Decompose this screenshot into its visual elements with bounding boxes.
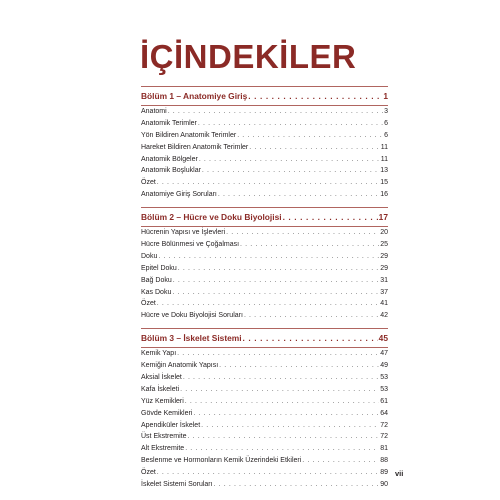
toc-entry-label: Kas Doku <box>141 288 172 296</box>
toc-entry-label: Apendiküler İskelet <box>141 421 201 429</box>
toc-section <box>141 328 388 491</box>
toc-entry[interactable] <box>141 118 388 130</box>
dot-leader <box>244 310 379 322</box>
dot-leader <box>185 396 379 408</box>
chapter-heading[interactable] <box>141 210 388 225</box>
toc-entry-label: Kemik Yapı <box>141 350 177 358</box>
toc-entry[interactable] <box>141 263 388 275</box>
toc-entry-label: Hareket Bildiren Anatomik Terimler <box>141 143 249 151</box>
toc-entry[interactable] <box>141 479 388 491</box>
dot-leader <box>199 154 380 166</box>
toc-entry-page: 29 <box>380 264 388 272</box>
toc-entry-label: Yön Bildiren Anatomik Terimler <box>141 131 237 139</box>
section-divider <box>141 328 388 329</box>
dot-leader <box>219 360 379 372</box>
toc-entry-label: Özet <box>141 300 156 308</box>
toc-entry-page: 20 <box>380 229 388 237</box>
toc-entry[interactable] <box>141 431 388 443</box>
toc-entry-page: 31 <box>380 276 388 284</box>
dot-leader <box>201 420 379 432</box>
toc-entry[interactable] <box>141 275 388 287</box>
toc-entry[interactable] <box>141 372 388 384</box>
toc-entry-label: Hücre ve Doku Biyolojisi Soruları <box>141 312 243 320</box>
dot-leader <box>157 177 379 189</box>
toc-entry-label: Anatomik Terimler <box>141 119 197 127</box>
section-divider <box>141 86 388 87</box>
dot-leader <box>188 431 380 443</box>
toc-entry-page: 90 <box>380 481 388 489</box>
dot-leader <box>172 287 379 299</box>
dot-leader <box>185 443 379 455</box>
toc-entry-page: 6 <box>384 131 388 139</box>
toc-entry-label: Kemiğin Anatomik Yapısı <box>141 362 219 370</box>
dot-leader <box>193 408 379 420</box>
toc-entry[interactable] <box>141 239 388 251</box>
toc-entry-label: Özet <box>141 469 156 477</box>
toc-entry[interactable] <box>141 189 388 201</box>
toc-entry-page: 11 <box>380 143 388 151</box>
toc-entry-page: 72 <box>380 421 388 429</box>
toc-entry-page: 3 <box>384 108 388 115</box>
toc-entry-label: Kafa İskeleti <box>141 385 180 393</box>
toc-section <box>141 207 388 322</box>
dot-leader <box>243 331 378 346</box>
toc-entry[interactable] <box>141 384 388 396</box>
dot-leader <box>157 467 379 479</box>
toc-entry-label: Yüz Kemikleri <box>141 397 184 405</box>
dot-leader <box>173 275 379 287</box>
toc-entry[interactable] <box>141 408 388 420</box>
toc-section <box>141 86 388 201</box>
toc-entry[interactable] <box>141 287 388 299</box>
toc-entry-page: 41 <box>380 300 388 308</box>
dot-leader <box>180 384 379 396</box>
toc-entry-label: Doku <box>141 252 158 260</box>
chapter-heading-page: 45 <box>378 333 388 344</box>
dot-leader <box>237 130 383 142</box>
dot-leader <box>178 263 379 275</box>
toc-entry-page: 53 <box>380 385 388 393</box>
toc-entry-page: 15 <box>380 179 388 187</box>
chapter-heading[interactable] <box>141 89 388 104</box>
toc-entry-page: 53 <box>380 374 388 382</box>
toc-entry[interactable] <box>141 298 388 310</box>
dot-leader <box>226 227 379 239</box>
dot-leader <box>177 348 379 360</box>
toc-entry[interactable] <box>141 227 388 239</box>
toc-entry[interactable] <box>141 154 388 166</box>
toc-entry[interactable] <box>141 106 388 118</box>
toc-entry-page: 81 <box>380 445 388 453</box>
toc-entry-page: 88 <box>380 457 388 465</box>
toc-entry[interactable] <box>141 467 388 479</box>
toc-entry-page: 47 <box>380 350 388 358</box>
dot-leader <box>302 455 379 467</box>
dot-leader <box>283 210 378 225</box>
toc-entry-page: 25 <box>380 241 388 249</box>
chapter-heading-label: Bölüm 3 – İskelet Sistemi <box>141 333 242 344</box>
section-divider <box>141 207 388 208</box>
toc-entry-page: 64 <box>380 409 388 417</box>
dot-leader <box>214 479 380 491</box>
toc-entry-label: Hücre Bölünmesi ve Çoğalması <box>141 241 240 249</box>
toc-entry-label: Üst Ekstremite <box>141 433 187 441</box>
toc-entry-page: 16 <box>380 191 388 199</box>
toc-entry-page: 6 <box>384 119 388 127</box>
dot-leader <box>218 189 379 201</box>
toc-entry-label: Anatomi <box>141 108 167 115</box>
toc-entry-page: 37 <box>380 288 388 296</box>
table-of-contents <box>141 86 388 491</box>
toc-entry[interactable] <box>141 251 388 263</box>
toc-entry[interactable] <box>141 396 388 408</box>
toc-entry[interactable] <box>141 348 388 360</box>
toc-entry-page: 89 <box>380 469 388 477</box>
toc-entry[interactable] <box>141 420 388 432</box>
chapter-heading-page: 17 <box>378 212 388 223</box>
toc-entry[interactable] <box>141 455 388 467</box>
dot-leader <box>249 142 379 154</box>
toc-entry[interactable] <box>141 142 388 154</box>
toc-entry[interactable] <box>141 177 388 189</box>
chapter-heading[interactable] <box>141 331 388 346</box>
toc-entry-label: Anatomik Boşluklar <box>141 167 201 175</box>
chapter-heading-page: 1 <box>383 91 388 101</box>
toc-entry-label: Hücrenin Yapısı ve İşlevleri <box>141 229 226 237</box>
toc-entry-label: Alt Ekstremite <box>141 445 185 453</box>
toc-entry[interactable] <box>141 130 388 142</box>
dot-leader <box>240 239 379 251</box>
toc-entry-label: Özet <box>141 179 156 187</box>
toc-entry-label: Anatomik Bölgeler <box>141 155 198 163</box>
toc-entry-label: İskelet Sistemi Soruları <box>141 481 213 489</box>
toc-entry[interactable] <box>141 310 388 322</box>
toc-entry-page: 13 <box>380 167 388 175</box>
toc-entry-page: 49 <box>380 362 388 370</box>
dot-leader <box>198 118 383 130</box>
dot-leader <box>248 89 382 104</box>
toc-entry[interactable] <box>141 360 388 372</box>
toc-entry-page: 61 <box>380 397 388 405</box>
chapter-heading-label: Bölüm 2 – Hücre ve Doku Biyolojisi <box>141 212 282 223</box>
toc-entry-label: Aksial İskelet <box>141 374 182 382</box>
toc-entry-label: Beslenme ve Hormonların Kemik Üzerindeki Etkileri <box>141 457 302 465</box>
toc-entry-page: 11 <box>380 155 388 163</box>
toc-entry-label: Anatomiye Giriş Soruları <box>141 191 217 199</box>
page-number: vii <box>395 469 404 478</box>
toc-entry[interactable] <box>141 165 388 177</box>
dot-leader <box>168 106 383 118</box>
toc-entry[interactable] <box>141 443 388 455</box>
toc-entry-label: Bağ Doku <box>141 276 172 284</box>
chapter-heading-label: Bölüm 1 – Anatomiye Giriş <box>141 91 248 101</box>
dot-leader <box>157 298 379 310</box>
toc-entry-page: 42 <box>380 312 388 320</box>
page-title: İÇİNDEKİLER <box>140 38 357 75</box>
toc-entry-label: Gövde Kemikleri <box>141 409 193 417</box>
dot-leader <box>202 165 379 177</box>
dot-leader <box>158 251 379 263</box>
toc-entry-page: 72 <box>380 433 388 441</box>
toc-entry-page: 29 <box>380 252 388 260</box>
dot-leader <box>183 372 379 384</box>
toc-entry-label: Epitel Doku <box>141 264 177 272</box>
